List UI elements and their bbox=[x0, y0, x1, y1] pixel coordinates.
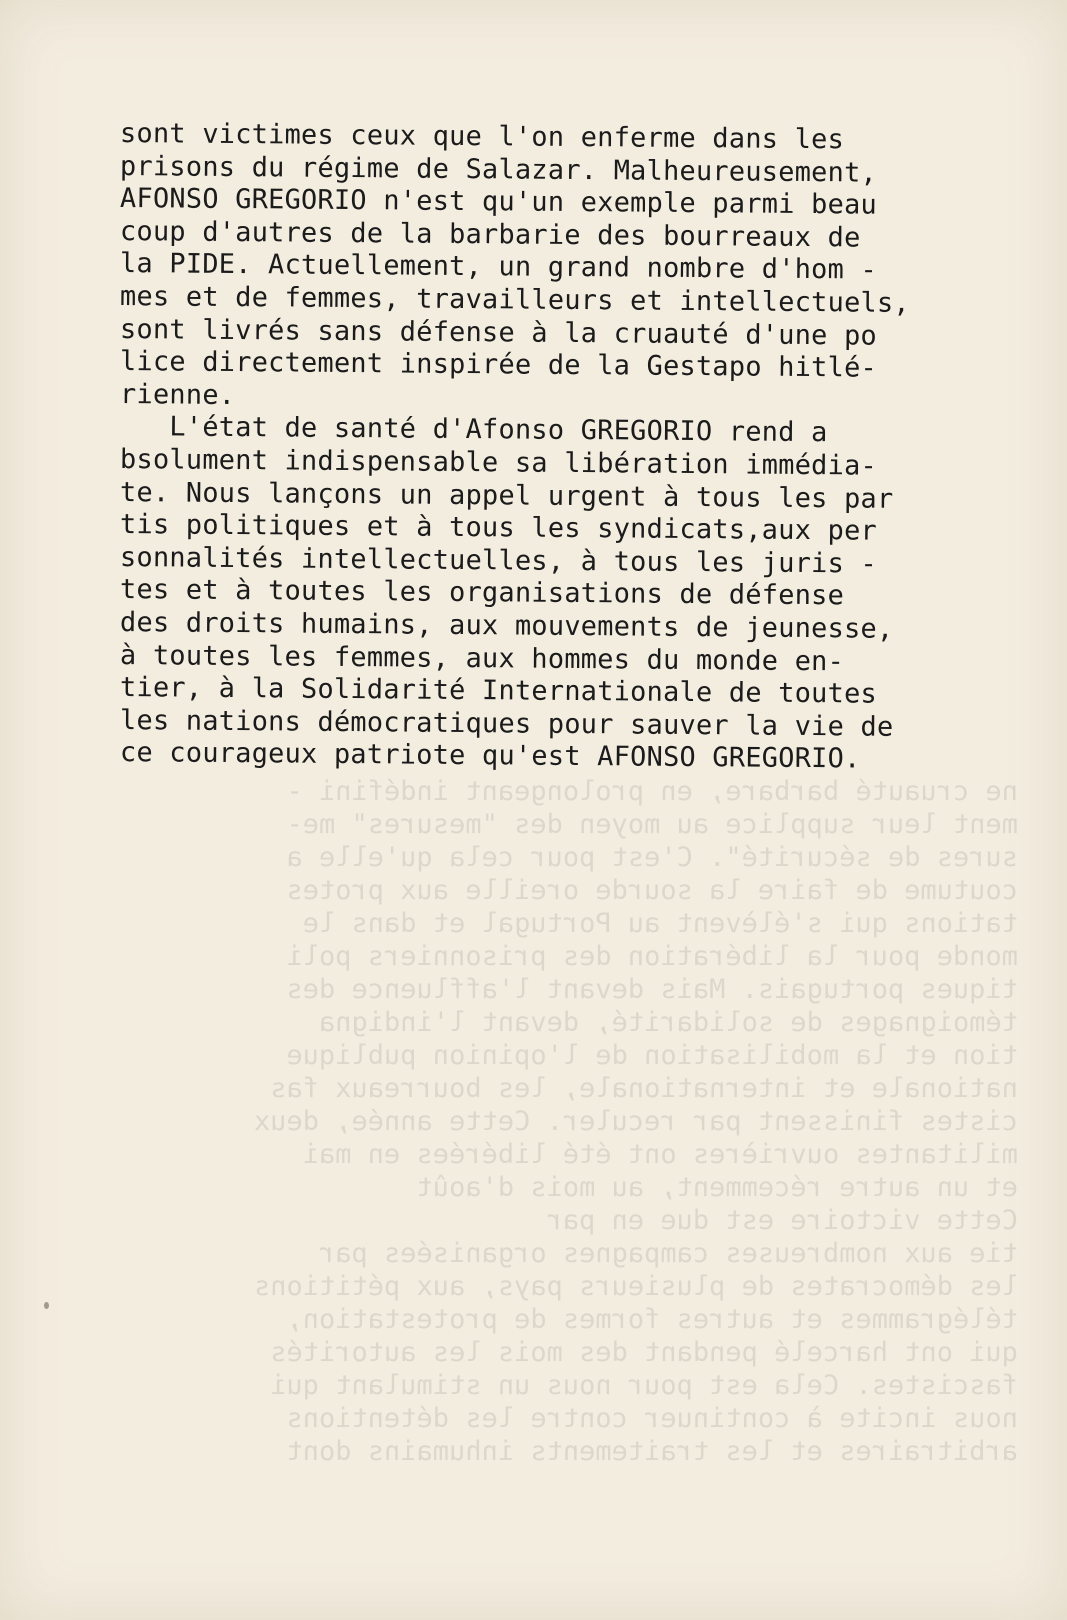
text-line-2: prisons du régime de Salazar. Malheureusement, bbox=[119, 150, 878, 189]
text-line-3: AFONSO GREGORIO n'est qu'un exemple parmi beau bbox=[119, 183, 878, 221]
text-line-19: les nations démocratiques pour sauver la vie de bbox=[119, 704, 894, 743]
text-line-20: ce courageux patriote qu'est AFONSO GREGORIO. bbox=[119, 737, 861, 775]
text-line-8: lice directement inspirée de la Gestapo hitlé- bbox=[119, 346, 878, 384]
typed-text-block bbox=[119, 118, 1020, 775]
text-line-14: sonnalités intellectuelles, à tous les juris - bbox=[119, 541, 878, 580]
text-line-12: te. Nous lançons un appel urgent à tous les par bbox=[119, 476, 894, 515]
text-line-1: sont victimes ceux que l'on enferme dans les bbox=[119, 118, 845, 156]
text-line-13: tis politiques et à tous les syndicats,aux per bbox=[119, 509, 878, 547]
text-line-11: bsolument indispensable sa libération immédia- bbox=[119, 443, 878, 482]
ink-smudge bbox=[44, 1302, 49, 1309]
text-line-4: coup d'autres de la barbarie des bourreaux de bbox=[119, 215, 861, 254]
text-line-15: tes et à toutes les organisations de défense bbox=[119, 574, 845, 612]
reverse-side-show-through: ne cruauté barbare, en prolongeant indéfini - ment leur supplice au moyen des "mesures" me- sures de sécurité". C'est pour cela qu'elle a coutume de faire la sourde oreille aux protes tations qui s'élèvent au Portugal et dans le monde pour la libération des prisonniers poli tiques portugais. Mais devant l'affluence des témoignages de solidarité, devant l'indigna tion et la mobilisation de l'opinion publique nationale et internationale, les bourreaux fas cistes finissent par reculer. Cette année, deux militantes ouvrières ont été libérées en mai et un autre récemment, au mois d'août Cette victoire est due en par tie aux nombreuses campagnes organisées par les démocrates de plusieurs pays, aux pétitions télégrammes et autres formes de protestation, qui ont harcelé pendant des mois les autorités fascistes. Cela est pour nous un stimulant qui nous incite à continuer contre les détentions arbitraires et les traitements inhumains dont bbox=[253, 776, 1018, 1467]
text-line-17: à toutes les femmes, aux hommes du monde en- bbox=[119, 639, 845, 677]
text-line-16: des droits humains, aux mouvements de jeunesse, bbox=[119, 606, 894, 645]
text-line-9: rienne. bbox=[119, 378, 236, 411]
text-line-6: mes et de femmes, travailleurs et intellectuels, bbox=[119, 280, 910, 319]
text-line-10: L'état de santé d'Afonso GREGORIO rend a bbox=[119, 411, 828, 449]
text-line-5: la PIDE. Actuellement, un grand nombre d'hom - bbox=[119, 248, 878, 286]
text-line-7: sont livrés sans défense à la cruauté d'une po bbox=[119, 313, 878, 352]
text-line-18: tier, à la Solidarité Internationale de toutes bbox=[119, 672, 878, 710]
